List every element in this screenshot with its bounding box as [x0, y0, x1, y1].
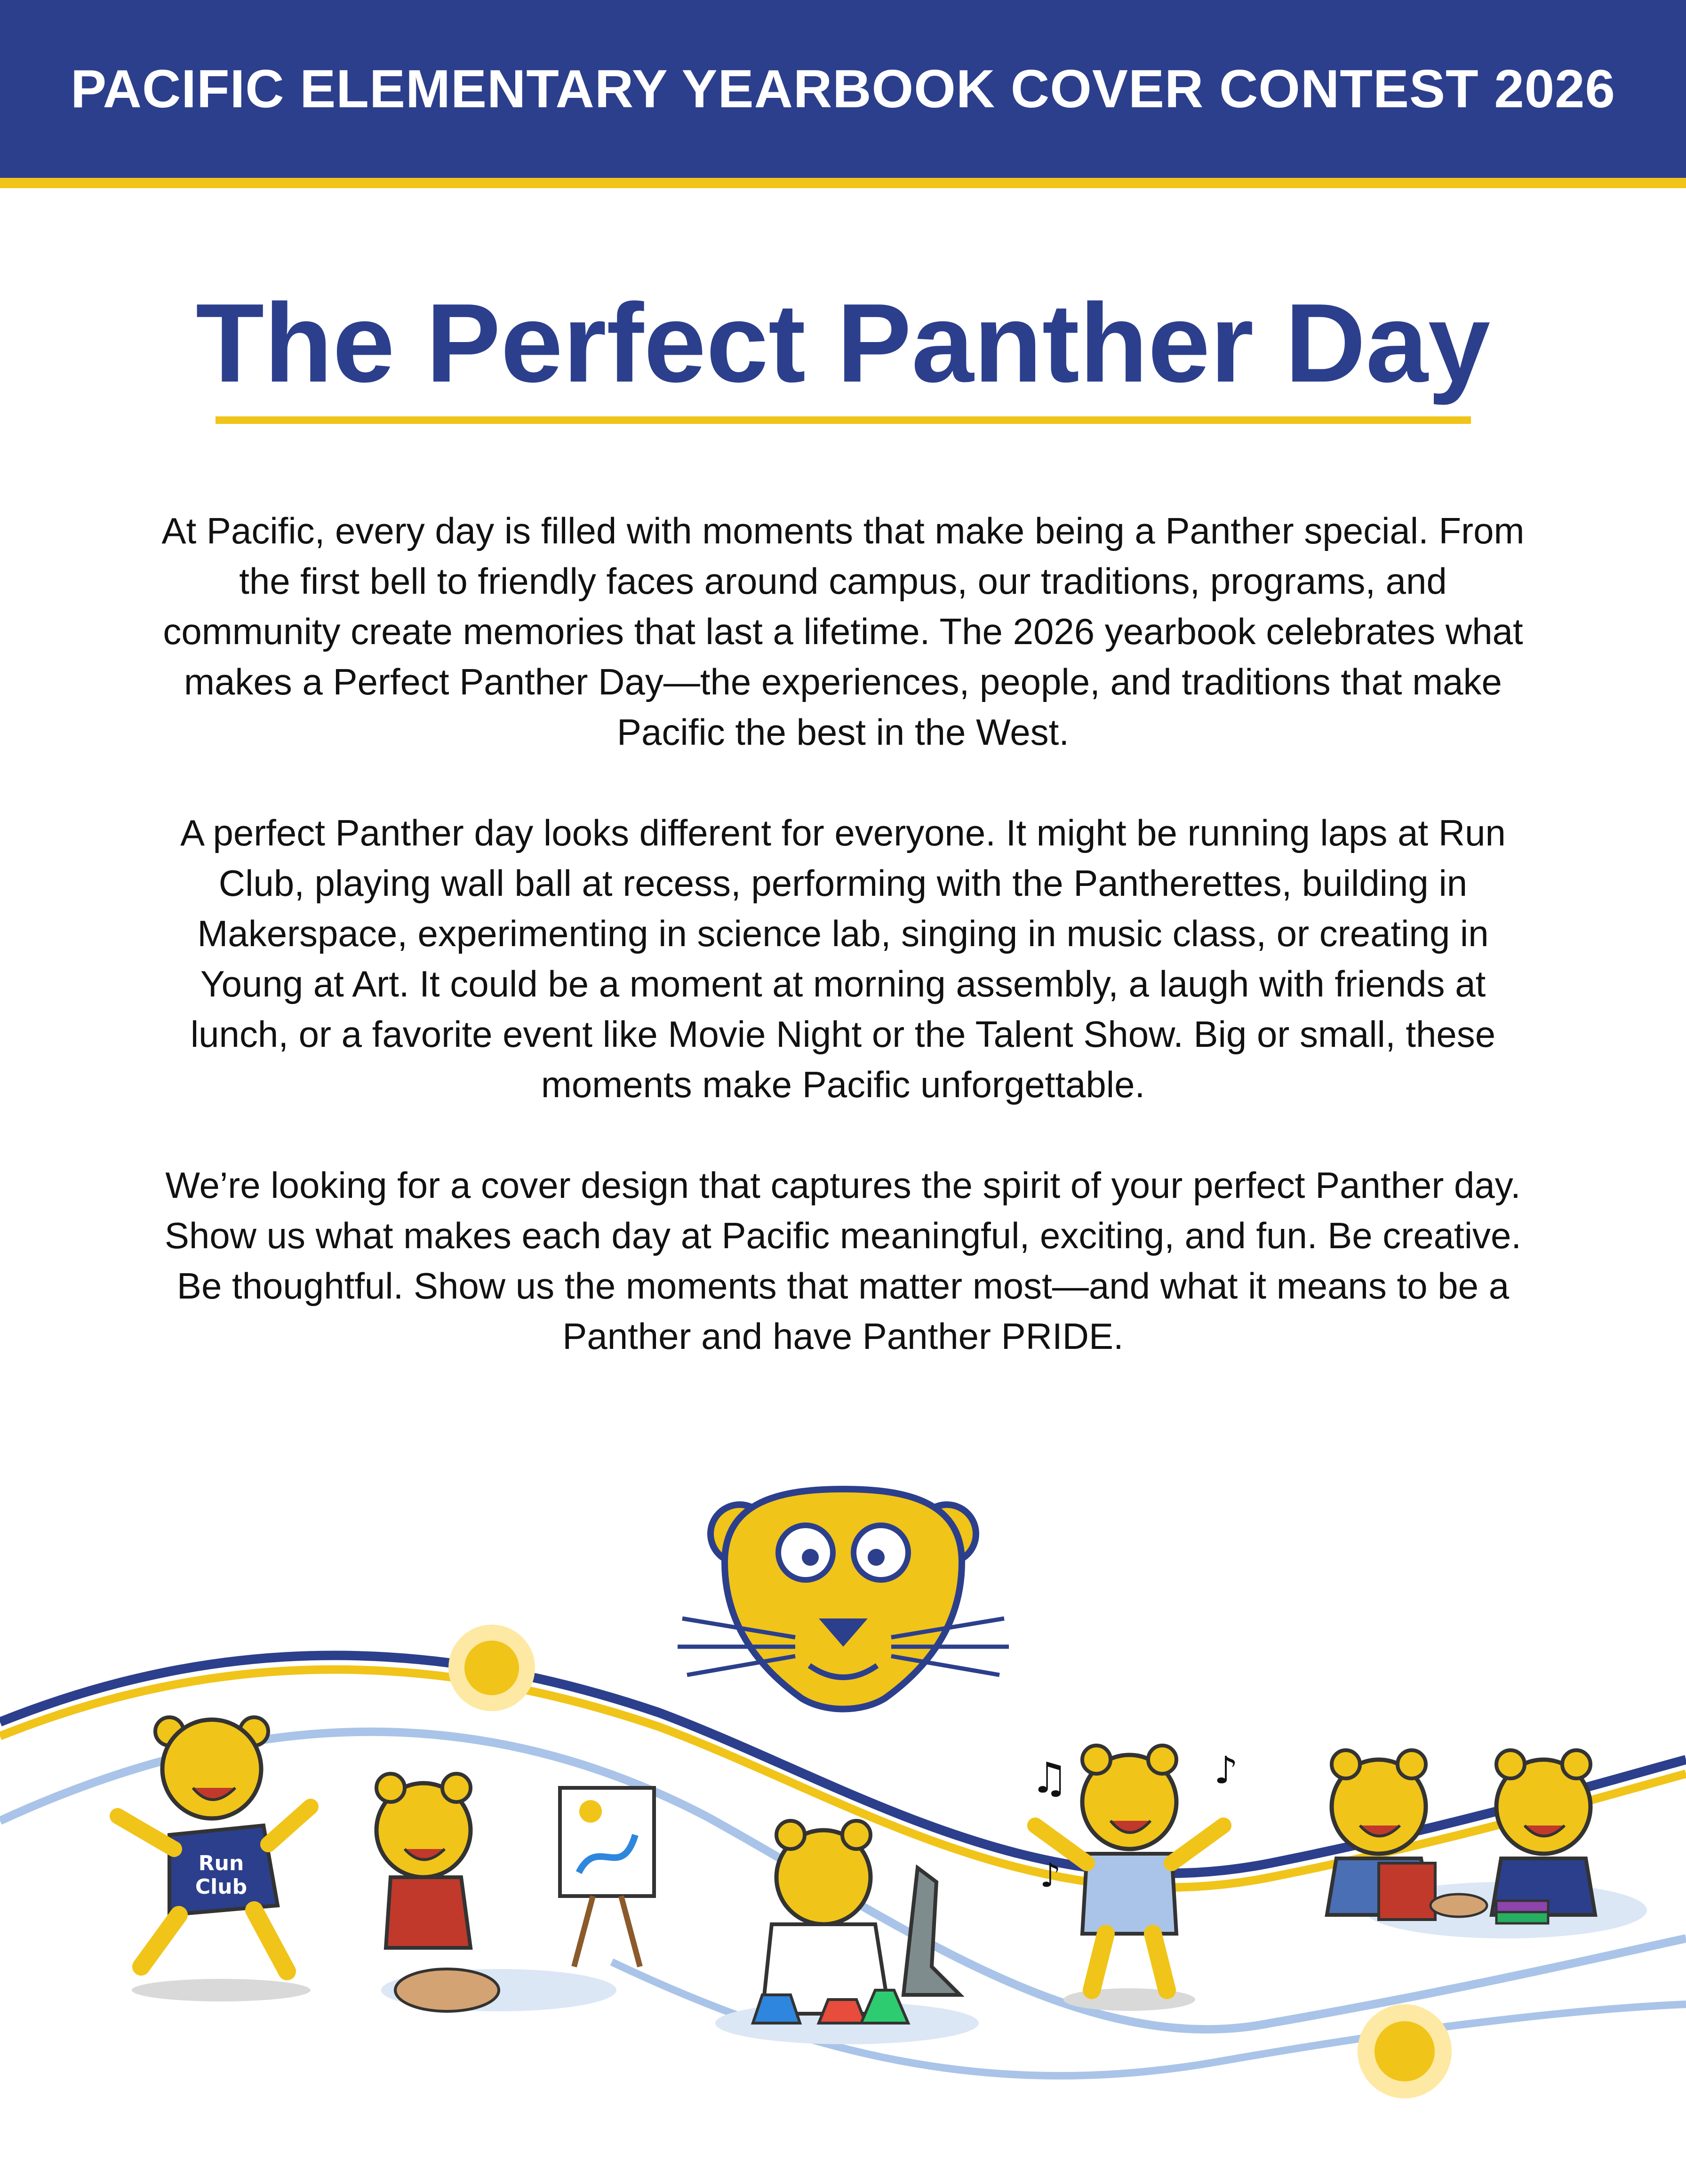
music-note-icon-low: ♪: [1040, 1856, 1061, 1895]
shirt-text-line1: Run: [198, 1851, 244, 1875]
page-title: The Perfect Panther Day: [195, 281, 1491, 406]
scientist-panther-icon: [715, 1821, 979, 2044]
banner-title: PACIFIC ELEMENTARY YEARBOOK COVER CONTEST 2026: [71, 59, 1615, 119]
lunch-friends-icon: [1327, 1750, 1647, 1938]
shirt-text-line2: Club: [195, 1875, 248, 1899]
paragraph-activities: A perfect Panther day looks different for everyone. It might be running laps at Run Club, playing wall ball at recess, performing with the Pantherettes, building in Makerspace, experimenting in science lab, singing in music class, or creating in Young at Art. It could be a moment at morning assembly, a laugh with friends at lunch, or a favorite event like Movie Night or the Talent Show. Big or small, these moments make Pacific unforgettable.: [180, 812, 1506, 1105]
runner-panther-icon: [118, 1717, 311, 2001]
intro-text: [155, 506, 1531, 1412]
music-note-icon: ♫: [1031, 1754, 1069, 1803]
panther-illustration: [0, 1468, 1686, 2184]
panther-head-icon: [678, 1489, 1009, 1709]
title-underline: [216, 416, 1471, 424]
paragraph-call-to-action: We’re looking for a cover design that captures the spirit of your perfect Panther day. Show us what makes each day at Pacific meaningful, exciting, and fun. Be creative. Be thoughtful. Show us the moments that matter most—and what it means to be a Panther and have Panther PRIDE.: [164, 1164, 1522, 1357]
paragraph-intro: At Pacific, every day is filled with moments that make being a Panther special. From the first bell to friendly faces around campus, our traditions, programs, and community create memories that last a lifetime. The 2026 yearbook celebrates what makes a Perfect Panther Day—the experiences, people, and traditions that make Pacific the best in the West.: [161, 510, 1525, 753]
gold-dot-upper-core: [464, 1641, 519, 1695]
music-note-icon-right: ♪: [1214, 1748, 1239, 1792]
banner-gold-stripe: [0, 178, 1686, 188]
gold-dot-lower-core: [1374, 2021, 1435, 2081]
artist-panther-icon: [376, 1774, 654, 2011]
